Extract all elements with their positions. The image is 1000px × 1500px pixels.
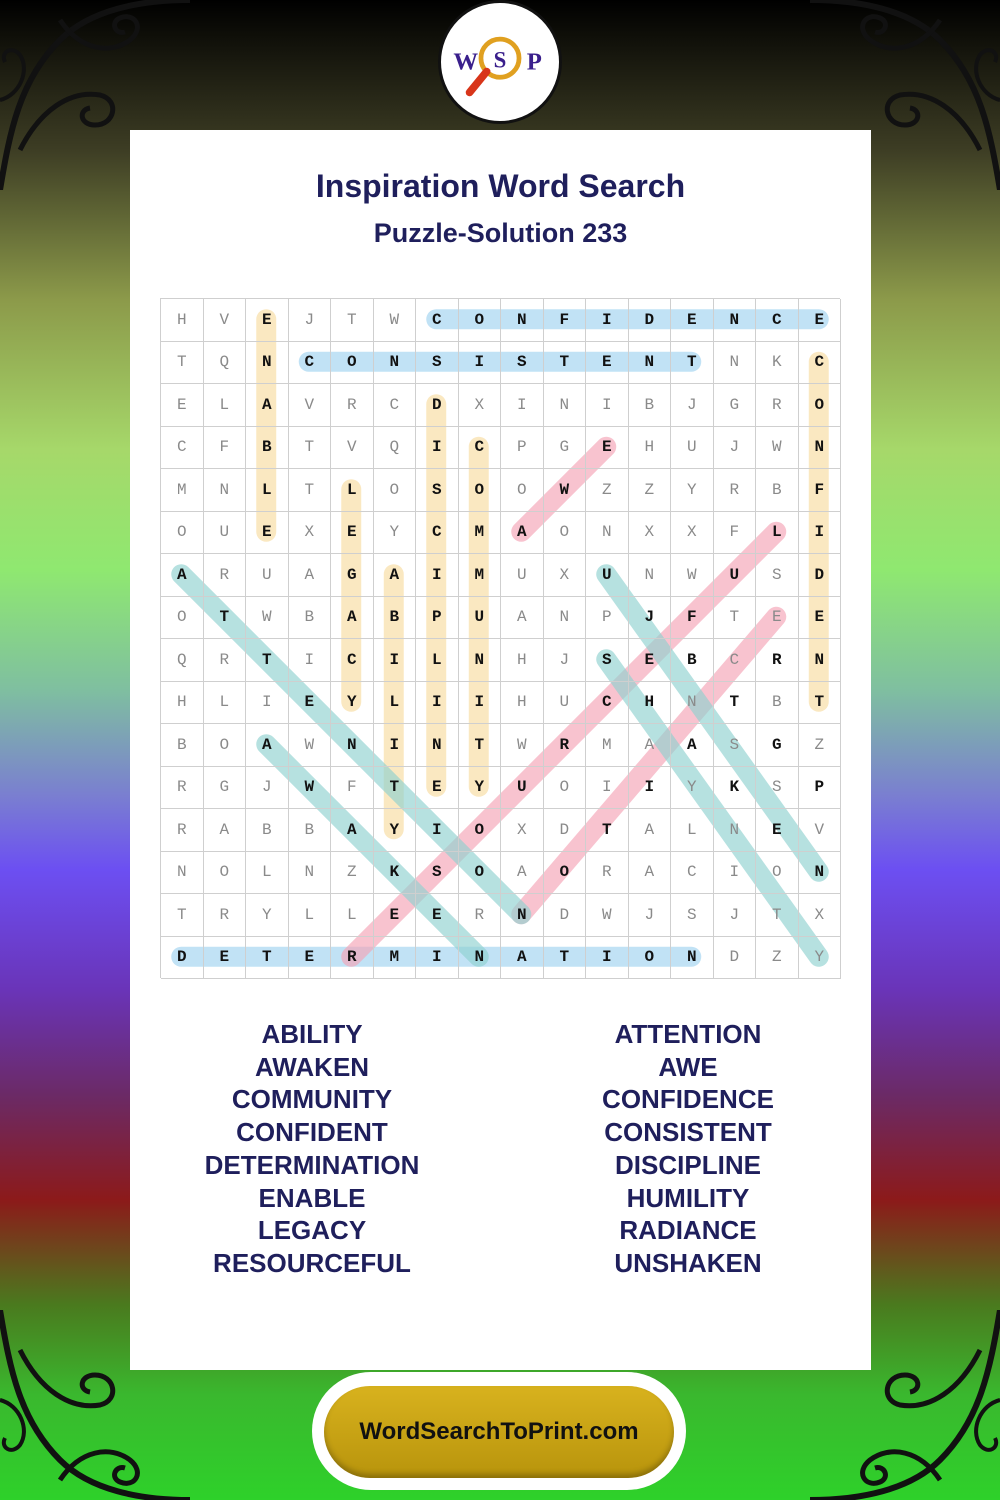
grid-cell[interactable]: B: [629, 384, 672, 427]
grid-cell[interactable]: S: [756, 767, 799, 810]
grid-cell[interactable]: T: [331, 299, 374, 342]
grid-cell[interactable]: F: [799, 469, 842, 512]
grid-cell[interactable]: S: [756, 554, 799, 597]
grid-cell[interactable]: Y: [331, 682, 374, 725]
grid-cell[interactable]: E: [289, 937, 332, 980]
grid-cell[interactable]: C: [799, 342, 842, 385]
grid-cell[interactable]: A: [331, 597, 374, 640]
grid-cell[interactable]: O: [756, 852, 799, 895]
grid-cell[interactable]: C: [374, 384, 417, 427]
grid-cell[interactable]: L: [374, 682, 417, 725]
grid-cell[interactable]: B: [756, 469, 799, 512]
grid-cell[interactable]: E: [374, 894, 417, 937]
grid-cell[interactable]: K: [756, 342, 799, 385]
grid-cell[interactable]: T: [246, 639, 289, 682]
grid-cell[interactable]: R: [586, 852, 629, 895]
grid-cell[interactable]: C: [756, 299, 799, 342]
grid-cell[interactable]: R: [331, 384, 374, 427]
grid-cell[interactable]: T: [289, 469, 332, 512]
grid-cell[interactable]: E: [671, 299, 714, 342]
grid-cell[interactable]: M: [161, 469, 204, 512]
grid-cell[interactable]: M: [459, 512, 502, 555]
grid-cell[interactable]: O: [459, 852, 502, 895]
grid-cell[interactable]: E: [756, 597, 799, 640]
grid-cell[interactable]: X: [671, 512, 714, 555]
grid-cell[interactable]: G: [544, 427, 587, 470]
word-list-item: ATTENTION: [614, 1019, 762, 1049]
grid-cell[interactable]: E: [331, 512, 374, 555]
grid-cell[interactable]: W: [374, 299, 417, 342]
grid-cell[interactable]: D: [544, 894, 587, 937]
grid-cell[interactable]: W: [246, 597, 289, 640]
grid-cell[interactable]: N: [799, 639, 842, 682]
grid-cell[interactable]: B: [374, 597, 417, 640]
grid-cell[interactable]: U: [501, 554, 544, 597]
grid-cell[interactable]: N: [586, 512, 629, 555]
grid-cell[interactable]: A: [204, 809, 247, 852]
grid-cell[interactable]: I: [586, 384, 629, 427]
word-list-item: DETERMINATION: [204, 1149, 420, 1180]
grid-cell[interactable]: I: [246, 682, 289, 725]
grid-cell[interactable]: A: [629, 852, 672, 895]
grid-cell[interactable]: T: [756, 894, 799, 937]
letter-grid: [160, 298, 840, 978]
grid-cell[interactable]: C: [331, 639, 374, 682]
grid-cell[interactable]: N: [629, 342, 672, 385]
grid-cell[interactable]: A: [671, 724, 714, 767]
grid-cell[interactable]: S: [416, 469, 459, 512]
grid-cell[interactable]: T: [289, 427, 332, 470]
grid-cell[interactable]: T: [161, 342, 204, 385]
grid-cell[interactable]: A: [161, 554, 204, 597]
grid-cell[interactable]: J: [714, 894, 757, 937]
magnifier-logo-icon: [441, 3, 559, 121]
grid-cell[interactable]: N: [501, 299, 544, 342]
grid-cell[interactable]: J: [671, 384, 714, 427]
grid-cell[interactable]: J: [246, 767, 289, 810]
grid-cell[interactable]: L: [331, 894, 374, 937]
grid-cell[interactable]: I: [416, 554, 459, 597]
grid-cell[interactable]: T: [204, 597, 247, 640]
grid-cell[interactable]: T: [544, 342, 587, 385]
grid-cell[interactable]: C: [161, 427, 204, 470]
grid-cell[interactable]: D: [799, 554, 842, 597]
grid-cell[interactable]: O: [501, 469, 544, 512]
word-list-item: CONSISTENT: [604, 1117, 772, 1148]
grid-cell[interactable]: Z: [799, 724, 842, 767]
grid-cell[interactable]: A: [374, 554, 417, 597]
grid-cell[interactable]: L: [204, 682, 247, 725]
grid-cell[interactable]: O: [331, 342, 374, 385]
grid-cell[interactable]: A: [246, 724, 289, 767]
grid-cell[interactable]: L: [289, 894, 332, 937]
grid-cell[interactable]: L: [756, 512, 799, 555]
grid-cell[interactable]: O: [629, 937, 672, 980]
grid-cell[interactable]: E: [204, 937, 247, 980]
grid-cell[interactable]: N: [714, 809, 757, 852]
grid-cell[interactable]: A: [501, 937, 544, 980]
grid-cell[interactable]: P: [799, 767, 842, 810]
logo-letter-p: P: [526, 48, 542, 76]
grid-cell[interactable]: X: [501, 809, 544, 852]
grid-cell[interactable]: R: [161, 767, 204, 810]
grid-cell[interactable]: N: [204, 469, 247, 512]
grid-cell[interactable]: D: [416, 384, 459, 427]
grid-cell[interactable]: N: [416, 724, 459, 767]
grid-cell[interactable]: Y: [374, 809, 417, 852]
grid-cell[interactable]: A: [246, 384, 289, 427]
grid-cell[interactable]: T: [544, 937, 587, 980]
grid-cell[interactable]: O: [459, 299, 502, 342]
grid-cell[interactable]: X: [544, 554, 587, 597]
grid-cell[interactable]: L: [331, 469, 374, 512]
grid-cell[interactable]: T: [714, 682, 757, 725]
grid-cell[interactable]: A: [331, 809, 374, 852]
grid-cell[interactable]: Z: [331, 852, 374, 895]
grid-cell[interactable]: T: [161, 894, 204, 937]
grid-cell[interactable]: I: [416, 809, 459, 852]
grid-cell[interactable]: O: [459, 809, 502, 852]
grid-cell[interactable]: E: [289, 682, 332, 725]
grid-cell[interactable]: M: [586, 724, 629, 767]
grid-cell[interactable]: A: [289, 554, 332, 597]
grid-cell[interactable]: L: [671, 809, 714, 852]
grid-cell[interactable]: O: [544, 852, 587, 895]
grid-cell[interactable]: F: [204, 427, 247, 470]
grid-cell[interactable]: B: [289, 809, 332, 852]
grid-cell[interactable]: N: [459, 639, 502, 682]
grid-cell[interactable]: F: [714, 512, 757, 555]
grid-cell[interactable]: Z: [756, 937, 799, 980]
grid-cell[interactable]: G: [756, 724, 799, 767]
grid-cell[interactable]: W: [289, 767, 332, 810]
grid-cell[interactable]: L: [204, 384, 247, 427]
grid-cell[interactable]: I: [416, 427, 459, 470]
grid-cell[interactable]: T: [374, 767, 417, 810]
grid-cell[interactable]: N: [459, 937, 502, 980]
grid-cell[interactable]: U: [714, 554, 757, 597]
logo-letter-s: S: [493, 47, 507, 73]
grid-cell[interactable]: V: [289, 384, 332, 427]
grid-cell[interactable]: E: [586, 342, 629, 385]
grid-cell[interactable]: H: [501, 682, 544, 725]
grid-cell[interactable]: U: [204, 512, 247, 555]
grid-cell[interactable]: K: [374, 852, 417, 895]
grid-cell[interactable]: E: [799, 299, 842, 342]
grid-cell[interactable]: B: [756, 682, 799, 725]
grid-cell[interactable]: Y: [671, 469, 714, 512]
word-list-item: LEGACY: [257, 1215, 367, 1246]
grid-cell[interactable]: O: [161, 597, 204, 640]
grid-cell[interactable]: C: [416, 299, 459, 342]
grid-cell[interactable]: I: [459, 682, 502, 725]
grid-cell[interactable]: S: [714, 724, 757, 767]
grid-cell[interactable]: N: [671, 682, 714, 725]
grid-cell[interactable]: B: [161, 724, 204, 767]
grid-cell[interactable]: N: [671, 937, 714, 980]
grid-cell[interactable]: I: [416, 937, 459, 980]
grid-cell[interactable]: H: [501, 639, 544, 682]
grid-cell[interactable]: G: [331, 554, 374, 597]
grid-cell[interactable]: U: [501, 767, 544, 810]
word-search-grid: [160, 298, 840, 978]
grid-cell[interactable]: R: [204, 554, 247, 597]
page-subtitle: Puzzle-Solution 233: [373, 218, 628, 248]
word-list-item: AWE: [658, 1051, 718, 1082]
grid-cell[interactable]: N: [161, 852, 204, 895]
grid-cell[interactable]: E: [756, 809, 799, 852]
grid-cell[interactable]: I: [586, 937, 629, 980]
grid-cell[interactable]: A: [501, 852, 544, 895]
grid-cell[interactable]: W: [501, 724, 544, 767]
grid-cell[interactable]: S: [416, 342, 459, 385]
word-list-item: CONFIDENCE: [602, 1084, 774, 1115]
grid-cell[interactable]: B: [671, 639, 714, 682]
grid-cell[interactable]: Y: [374, 512, 417, 555]
grid-cell[interactable]: S: [586, 639, 629, 682]
grid-cell[interactable]: R: [331, 937, 374, 980]
grid-cell[interactable]: E: [246, 512, 289, 555]
page-title: Inspiration Word Search: [315, 168, 686, 204]
grid-cell[interactable]: J: [629, 597, 672, 640]
grid-cell[interactable]: Y: [459, 767, 502, 810]
grid-cell[interactable]: Z: [629, 469, 672, 512]
grid-cell[interactable]: R: [204, 894, 247, 937]
grid-cell[interactable]: I: [416, 682, 459, 725]
grid-cell[interactable]: T: [799, 682, 842, 725]
grid-cell[interactable]: J: [289, 299, 332, 342]
grid-cell[interactable]: S: [416, 852, 459, 895]
grid-cell[interactable]: U: [586, 554, 629, 597]
grid-cell[interactable]: I: [374, 639, 417, 682]
grid-cell[interactable]: R: [161, 809, 204, 852]
grid-cell[interactable]: S: [501, 342, 544, 385]
site-badge[interactable]: [312, 1372, 686, 1490]
grid-cell[interactable]: A: [501, 597, 544, 640]
grid-cell[interactable]: C: [714, 639, 757, 682]
grid-cell[interactable]: F: [671, 597, 714, 640]
word-list-item: UNSHAKEN: [614, 1247, 762, 1278]
grid-cell[interactable]: O: [544, 767, 587, 810]
grid-cell[interactable]: I: [799, 512, 842, 555]
grid-cell[interactable]: N: [544, 384, 587, 427]
grid-cell[interactable]: I: [459, 342, 502, 385]
grid-cell[interactable]: A: [629, 724, 672, 767]
grid-cell[interactable]: W: [756, 427, 799, 470]
grid-cell[interactable]: I: [714, 852, 757, 895]
grid-cell[interactable]: E: [416, 767, 459, 810]
grid-cell[interactable]: D: [161, 937, 204, 980]
word-list-right: [538, 1018, 838, 1280]
grid-cell[interactable]: R: [204, 639, 247, 682]
grid-cell[interactable]: I: [586, 299, 629, 342]
word-list-item: AWAKEN: [254, 1051, 370, 1082]
grid-cell[interactable]: Q: [161, 639, 204, 682]
grid-cell[interactable]: P: [586, 597, 629, 640]
grid-cell[interactable]: Q: [374, 427, 417, 470]
grid-cell[interactable]: G: [714, 384, 757, 427]
grid-cell[interactable]: H: [161, 682, 204, 725]
grid-cell[interactable]: W: [544, 469, 587, 512]
word-list-item: ENABLE: [258, 1182, 366, 1213]
grid-cell[interactable]: R: [459, 894, 502, 937]
word-list-item: RESOURCEFUL: [213, 1247, 411, 1278]
grid-cell[interactable]: N: [544, 597, 587, 640]
grid-cell[interactable]: T: [586, 809, 629, 852]
grid-cell[interactable]: M: [374, 937, 417, 980]
grid-cell[interactable]: X: [289, 512, 332, 555]
grid-cell[interactable]: U: [246, 554, 289, 597]
grid-cell[interactable]: J: [714, 427, 757, 470]
grid-cell[interactable]: X: [629, 512, 672, 555]
grid-cell[interactable]: N: [714, 299, 757, 342]
grid-cell[interactable]: C: [459, 427, 502, 470]
grid-cell[interactable]: U: [544, 682, 587, 725]
grid-cell[interactable]: C: [416, 512, 459, 555]
grid-cell[interactable]: X: [799, 894, 842, 937]
grid-cell[interactable]: V: [331, 427, 374, 470]
grid-cell[interactable]: Y: [799, 937, 842, 980]
grid-cell[interactable]: T: [671, 342, 714, 385]
grid-cell[interactable]: F: [544, 299, 587, 342]
site-link[interactable]: WordSearchToPrint.com: [324, 1386, 674, 1478]
grid-cell[interactable]: I: [501, 384, 544, 427]
grid-cell[interactable]: E: [416, 894, 459, 937]
grid-cell[interactable]: T: [246, 937, 289, 980]
grid-cell[interactable]: W: [586, 894, 629, 937]
grid-cell[interactable]: R: [756, 639, 799, 682]
grid-cell[interactable]: C: [586, 682, 629, 725]
grid-cell[interactable]: W: [289, 724, 332, 767]
grid-cell[interactable]: O: [161, 512, 204, 555]
grid-cell[interactable]: H: [161, 299, 204, 342]
grid-cell[interactable]: N: [799, 852, 842, 895]
grid-cell[interactable]: J: [629, 894, 672, 937]
grid-cell[interactable]: D: [544, 809, 587, 852]
grid-cell[interactable]: F: [331, 767, 374, 810]
grid-cell[interactable]: V: [204, 299, 247, 342]
grid-cell[interactable]: P: [501, 427, 544, 470]
grid-cell[interactable]: L: [416, 639, 459, 682]
grid-cell[interactable]: I: [289, 639, 332, 682]
grid-cell[interactable]: O: [544, 512, 587, 555]
grid-cell[interactable]: T: [459, 724, 502, 767]
grid-cell[interactable]: Y: [671, 767, 714, 810]
grid-cell[interactable]: T: [714, 597, 757, 640]
word-list-item: HUMILITY: [626, 1182, 750, 1213]
grid-cell[interactable]: N: [501, 894, 544, 937]
grid-cell[interactable]: M: [459, 554, 502, 597]
grid-cell[interactable]: N: [246, 342, 289, 385]
grid-cell[interactable]: N: [331, 724, 374, 767]
grid-cell[interactable]: C: [289, 342, 332, 385]
grid-cell[interactable]: I: [586, 767, 629, 810]
grid-cell[interactable]: R: [756, 384, 799, 427]
grid-cell[interactable]: N: [374, 342, 417, 385]
grid-cell[interactable]: O: [459, 469, 502, 512]
wsp-logo[interactable]: [438, 0, 562, 124]
grid-cell[interactable]: G: [204, 767, 247, 810]
grid-cell[interactable]: N: [629, 554, 672, 597]
grid-cell[interactable]: Y: [246, 894, 289, 937]
grid-cell[interactable]: A: [629, 809, 672, 852]
grid-cell[interactable]: V: [799, 809, 842, 852]
grid-cell[interactable]: S: [671, 894, 714, 937]
grid-cell[interactable]: X: [459, 384, 502, 427]
grid-cell[interactable]: D: [629, 299, 672, 342]
grid-cell[interactable]: O: [799, 384, 842, 427]
grid-cell[interactable]: B: [289, 597, 332, 640]
word-list-item: ABILITY: [261, 1019, 363, 1049]
logo-letter-w: W: [453, 48, 479, 76]
grid-cell[interactable]: J: [544, 639, 587, 682]
grid-cell[interactable]: R: [714, 469, 757, 512]
grid-cell[interactable]: Q: [204, 342, 247, 385]
grid-cell[interactable]: P: [416, 597, 459, 640]
grid-cell[interactable]: E: [799, 597, 842, 640]
grid-cell[interactable]: A: [501, 512, 544, 555]
grid-cell[interactable]: D: [714, 937, 757, 980]
grid-cell[interactable]: I: [374, 724, 417, 767]
word-list-item: CONFIDENT: [236, 1117, 388, 1148]
grid-cell[interactable]: N: [714, 342, 757, 385]
grid-cell[interactable]: E: [629, 639, 672, 682]
grid-cell[interactable]: B: [246, 427, 289, 470]
word-list-item: COMMUNITY: [231, 1084, 393, 1115]
grid-cell[interactable]: N: [799, 427, 842, 470]
grid-cell[interactable]: Z: [586, 469, 629, 512]
grid-cell[interactable]: O: [204, 852, 247, 895]
word-list-left: [162, 1018, 462, 1280]
grid-cell[interactable]: B: [246, 809, 289, 852]
grid-cell[interactable]: H: [629, 682, 672, 725]
grid-cell[interactable]: U: [459, 597, 502, 640]
grid-cell[interactable]: N: [289, 852, 332, 895]
grid-cell[interactable]: I: [629, 767, 672, 810]
grid-cell[interactable]: W: [671, 554, 714, 597]
grid-cell[interactable]: E: [586, 427, 629, 470]
grid-cell[interactable]: R: [544, 724, 587, 767]
grid-cell[interactable]: L: [246, 469, 289, 512]
grid-cell[interactable]: K: [714, 767, 757, 810]
grid-cell[interactable]: E: [161, 384, 204, 427]
word-list-item: RADIANCE: [619, 1215, 757, 1246]
word-list-item: DISCIPLINE: [615, 1149, 761, 1180]
grid-cell[interactable]: L: [246, 852, 289, 895]
grid-cell[interactable]: E: [246, 299, 289, 342]
grid-cell[interactable]: O: [374, 469, 417, 512]
grid-cell[interactable]: C: [671, 852, 714, 895]
grid-cell[interactable]: H: [629, 427, 672, 470]
grid-cell[interactable]: O: [204, 724, 247, 767]
grid-cell[interactable]: U: [671, 427, 714, 470]
